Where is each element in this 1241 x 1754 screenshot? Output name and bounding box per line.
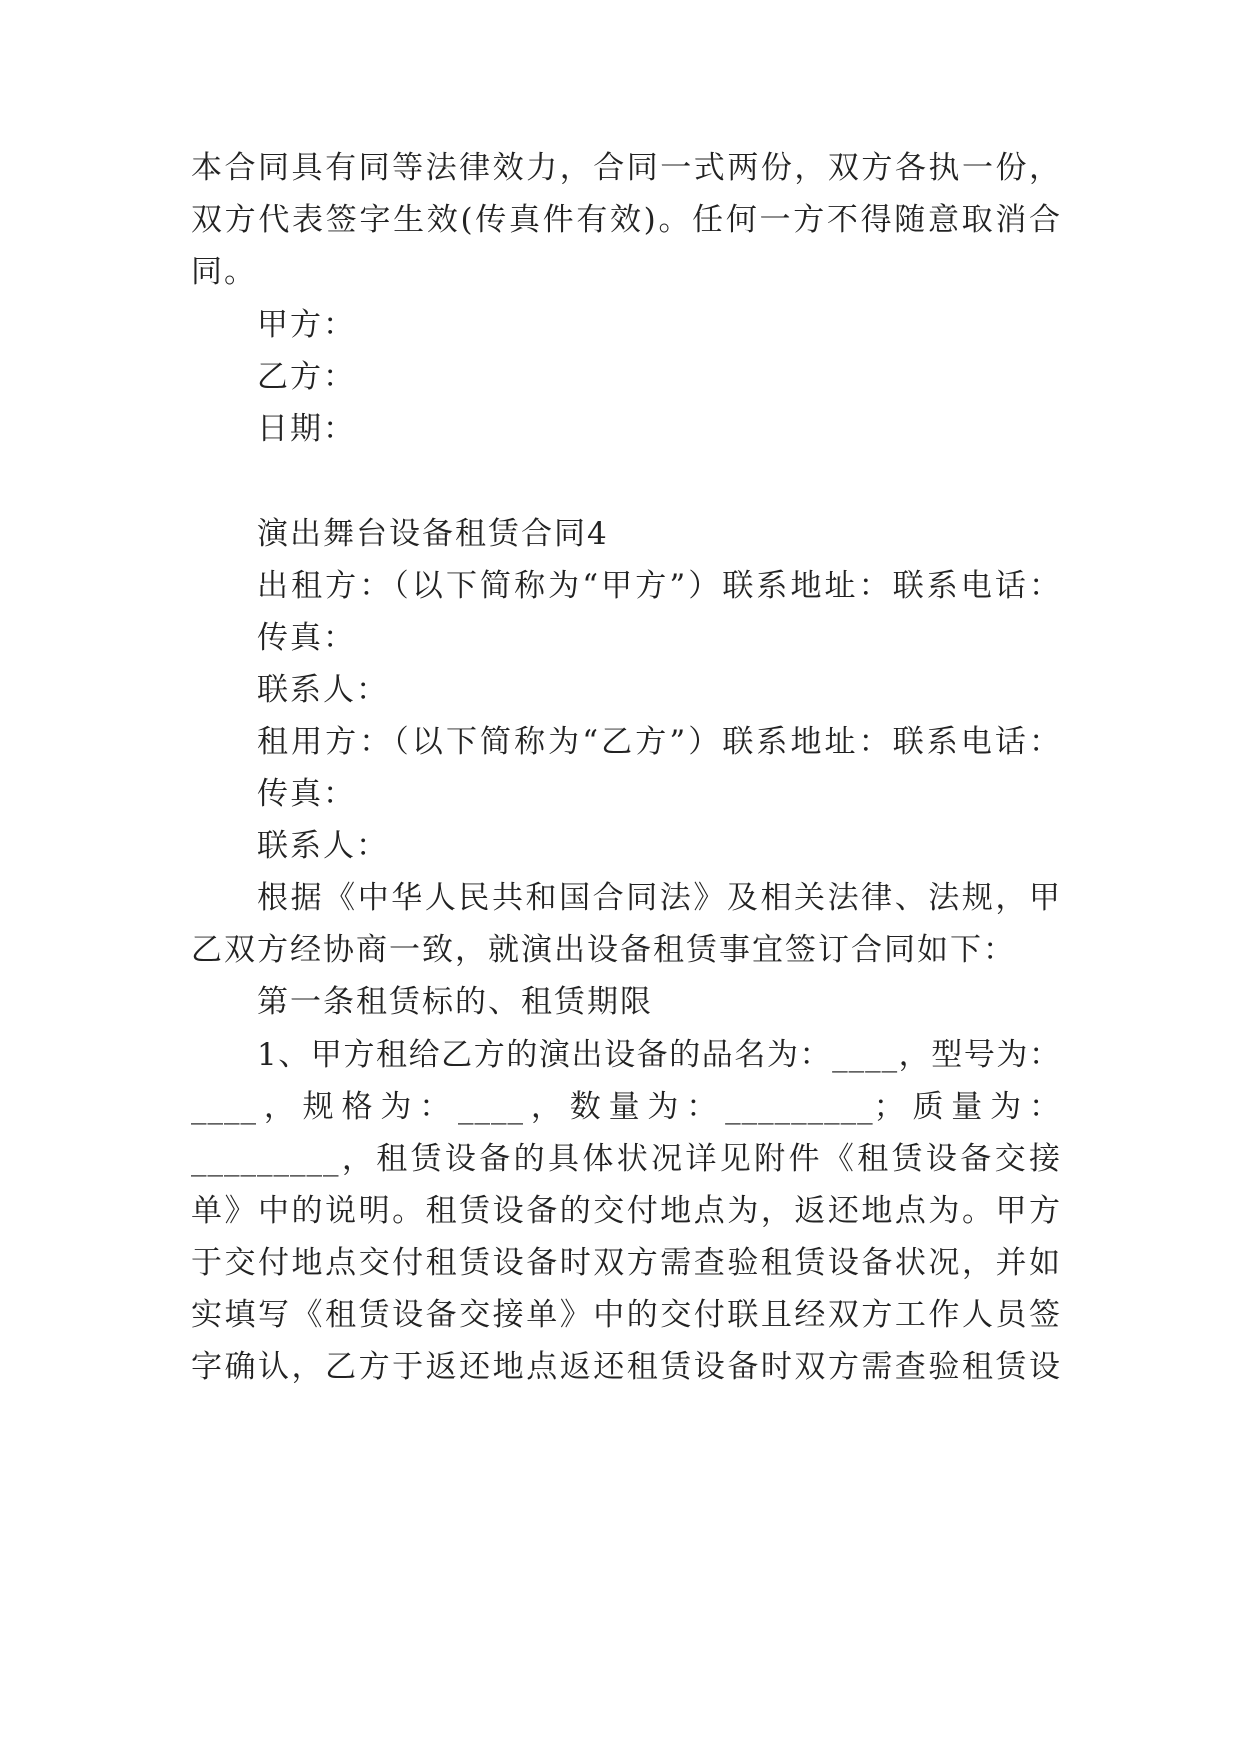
paragraph-line: 根据《中华人民共和国合同法》及相关法律、法规，甲 — [257, 880, 1061, 916]
paragraph-line: 双方代表签字生效(传真件有效)。任何一方不得随意取消合 — [191, 202, 1061, 238]
paragraph-line: 乙双方经协商一致，就演出设备租赁事宜签订合同如下： — [191, 932, 1016, 968]
paragraph-line: ____，规格为：____，数量为：_________；质量为： — [191, 1089, 1061, 1125]
party-a-signature-label: 甲方： — [257, 307, 356, 343]
paragraph-line: 字确认，乙方于返还地点返还租赁设备时双方需查验租赁设 — [191, 1349, 1061, 1385]
paragraph-line: 于交付地点交付租赁设备时双方需查验租赁设备状况，并如 — [191, 1245, 1061, 1281]
paragraph-line: 本合同具有同等法律效力，合同一式两份，双方各执一份， — [191, 150, 1061, 186]
lessor-contact-label: 联系人： — [257, 672, 389, 708]
contract-title: 演出舞台设备租赁合同4 — [257, 516, 609, 552]
lessee-fax-label: 传真： — [257, 776, 356, 812]
article-heading: 第一条租赁标的、租赁期限 — [257, 984, 653, 1020]
paragraph-line: 1、甲方租给乙方的演出设备的品名为：____，型号为： — [257, 1037, 1061, 1073]
paragraph-line: 同。 — [191, 254, 257, 290]
lessee-contact-label: 联系人： — [257, 828, 389, 864]
paragraph-line: _________，租赁设备的具体状况详见附件《租赁设备交接 — [191, 1141, 1061, 1177]
party-b-signature-label: 乙方： — [257, 359, 356, 395]
date-label: 日期： — [257, 411, 356, 447]
paragraph-line: 单》中的说明。租赁设备的交付地点为，返还地点为。甲方 — [191, 1193, 1061, 1229]
lessor-fax-label: 传真： — [257, 620, 356, 656]
lessee-info-line: 租用方：（以下简称为“乙方”）联系地址：联系电话： — [257, 724, 1061, 760]
document-page — [191, 0, 1061, 1754]
lessor-info-line: 出租方：（以下简称为“甲方”）联系地址：联系电话： — [257, 568, 1061, 604]
paragraph-line: 实填写《租赁设备交接单》中的交付联且经双方工作人员签 — [191, 1297, 1061, 1333]
